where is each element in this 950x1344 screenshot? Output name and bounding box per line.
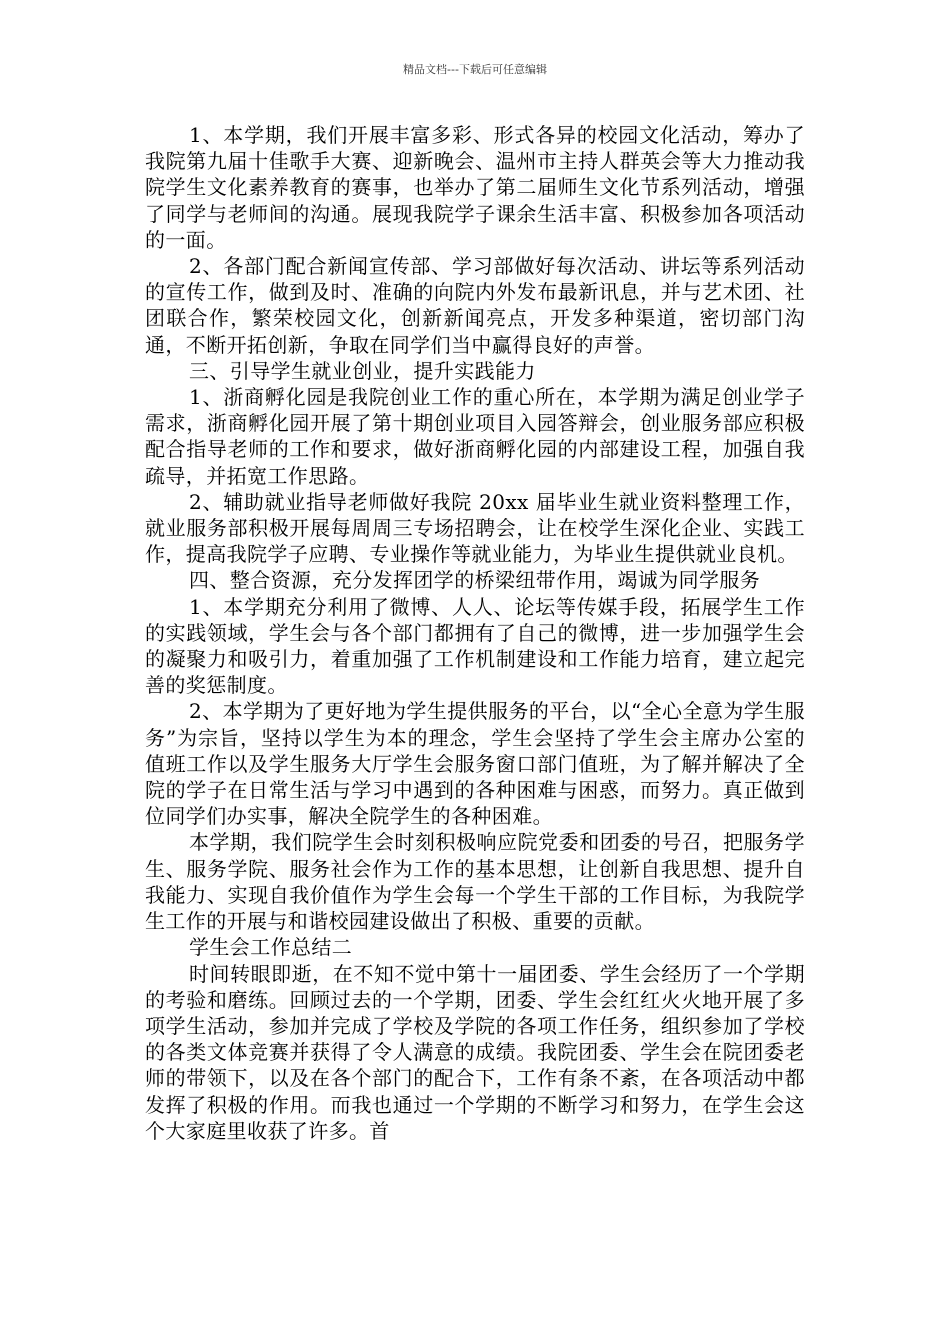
paragraph-publicity-work: 2、各部门配合新闻宣传部、学习部做好每次活动、讲坛等系列活动的宣传工作，做到及时、准确的向院内外发布最新讯息，并与艺术团、社团联合作，繁荣校园文化，创新新闻亮点，开发多种渠道，密切部门沟通，不断开拓创新，争取在同学们当中赢得良好的声誉。 [145,254,805,357]
paragraph-media-usage: 1、本学期充分利用了微博、人人、论坛等传媒手段，拓展学生工作的实践领域，学生会与各个部门都拥有了自己的微博，进一步加强学生会的凝聚力和吸引力，着重加强了工作机制建设和工作能力培育，建立起完善的奖惩制度。 [145,594,805,698]
paragraph-incubator: 1、浙商孵化园是我院创业工作的重心所在，本学期为满足创业学子需求，浙商孵化园开展了第十期创业项目入园答辩会，创业服务部应积极配合指导老师的工作和要求，做好浙商孵化园的内部建设工程，加强自我疏导，并拓宽工作思路。 [145,385,805,488]
section-heading-summary-two: 学生会工作总结二 [189,935,353,960]
document-body [145,122,805,1144]
page-header: 精品文档---下载后可任意编辑 [403,63,547,76]
paragraph-semester-summary: 本学期，我们院学生会时刻积极响应院党委和团委的号召，把服务学生、服务学院、服务社会作为工作的基本思想，让创新自我思想、提升自我能力、实现自我价值作为学生会每一个学生干部的工作目标，为我院学生工作的开展与和谐校园建设做出了积极、重要的贡献。 [145,830,805,934]
paragraph-job-guidance: 2、辅助就业指导老师做好我院 20xx 届毕业生就业资料整理工作，就业服务部积极开展每周周三专场招聘会，让在校学生深化企业、实践工作，提高我院学子应聘、专业操作等就业能力，为毕业生提供就业良机。 [145,489,805,567]
paragraph-summary-two-intro: 时间转眼即逝，在不知不觉中第十一届团委、学生会经历了一个学期的考验和磨练。回顾过去的一个学期，团委、学生会红红火火地开展了多项学生活动，参加并完成了学校及学院的各项工作任务，组织参加了学校的各类文体竞赛并获得了令人满意的成绩。我院团委、学生会在院团委老师的带领下，以及在各个部门的配合下，工作有条不紊，在各项活动中都发挥了积极的作用。而我也通过一个学期的不断学习和努力，在学生会这个大家庭里收获了许多。首 [145,961,805,1143]
section-heading-resources: 四、整合资源，充分发挥团学的桥梁纽带作用，竭诚为同学服务 [189,568,761,593]
paragraph-culture-activities: 1、本学期，我们开展丰富多彩、形式各异的校园文化活动，筹办了我院第九届十佳歌手大赛、迎新晚会、温州市主持人群英会等大力推动我院学生文化素养教育的赛事，也举办了第二届师生文化节系列活动，增强了同学与老师间的沟通。展现我院学子课余生活丰富、积极参加各项活动的一面。 [145,123,805,252]
paragraph-student-service: 2、本学期为了更好地为学生提供服务的平台，以“全心全意为学生服务”为宗旨，坚持以学生为本的理念，学生会坚持了学生会主席办公室的值班工作以及学生服务大厅学生会服务窗口部门值班，为了解并解决了全院的学子在日常生活与学习中遇到的各种困难与困惑，而努力。真正做到位同学们办实事，解决全院学生的各种困难。 [145,699,805,829]
section-heading-employment: 三、引导学生就业创业，提升实践能力 [189,358,536,383]
